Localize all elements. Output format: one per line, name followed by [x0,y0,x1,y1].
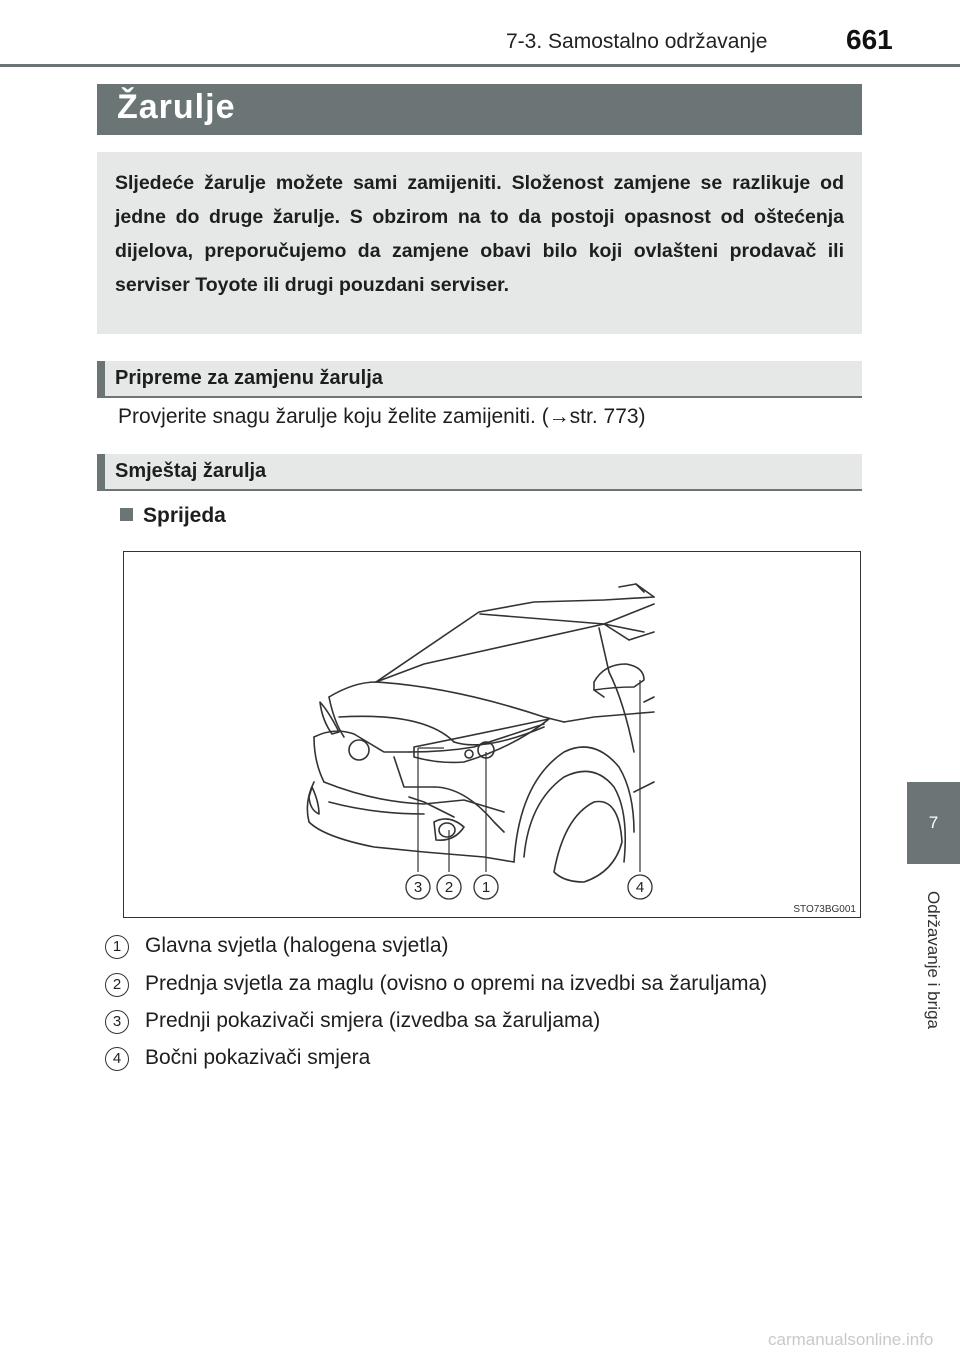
legend-number-badge: 1 [105,935,129,959]
preparation-heading-label: Pripreme za zamjenu žarulja [115,367,383,389]
location-heading-label: Smještaj žarulja [115,460,267,482]
section-title: 7-3. Samostalno održavanje [506,30,768,53]
car-drawing [124,552,860,917]
legend-text: Bočni pokazivači smjera [145,1046,371,1069]
intro-box [97,152,862,334]
preparation-heading [97,361,862,398]
preparation-text: Provjerite snagu žarulje koju želite zamijeniti. (→str. 773) [118,405,646,428]
front-subheading-label: Sprijeda [143,504,226,527]
title-bar [97,84,862,135]
car-front-illustration [123,551,861,918]
location-heading [97,454,862,491]
intro-text: Sljedeće žarulje možete sami zamijeniti. Složenost zamjene se razlikuje od jedne do druge žarulje. S obzirom na to da postoji opasnost od oštećenja dijelova, preporučujemo da zamjene obavi bilo koji ovlašteni prodavač ili serviser Toyote ili drugi pouzdani serviser. [115,172,844,296]
square-bullet-icon [120,508,133,521]
watermark: carmanualsonline.info [768,1330,934,1349]
legend-text: Prednja svjetla za maglu (ovisno o opremi na izvedbi sa žaruljama) [145,972,768,995]
legend-text: Prednji pokazivači smjera (izvedba sa žaruljama) [145,1009,601,1032]
front-subheading [120,504,226,528]
callout-4-label: 4 [635,879,645,896]
page-title: Žarulje [117,88,236,126]
figure-code: STO73BG001 [793,904,856,915]
page-number: 661 [846,24,893,55]
chapter-label: Održavanje i briga [924,891,943,1029]
callout-1-label: 1 [481,879,491,896]
chapter-tab [907,782,960,864]
chapter-number: 7 [928,813,939,832]
legend-number-badge: 3 [105,1010,129,1034]
legend-number-badge: 2 [105,973,129,997]
callout-2-label: 2 [444,879,454,896]
legend-text: Glavna svjetla (halogena svjetla) [145,934,449,957]
callout-3-label: 3 [413,879,423,896]
header-divider [0,64,960,67]
legend-number-badge: 4 [105,1047,129,1071]
